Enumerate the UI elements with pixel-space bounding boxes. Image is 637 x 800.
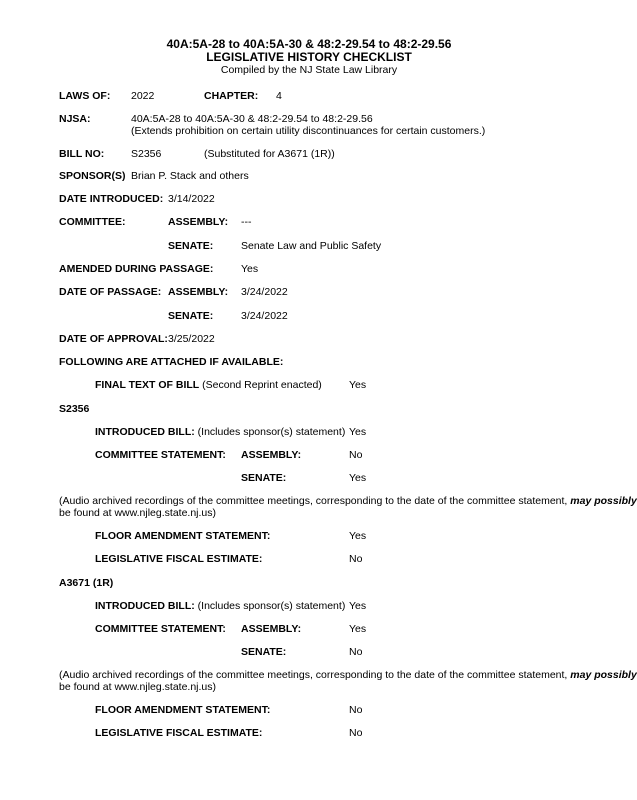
a3671-assembly-label: ASSEMBLY: [241,623,302,635]
s2356-heading: S2356 [59,403,90,415]
s2356-introduced-label: INTRODUCED BILL: [95,426,195,438]
s2356-senate-label: SENATE: [241,472,287,484]
bill-no-value: S2356 [131,148,162,160]
amended-label: AMENDED DURING PASSAGE: [59,263,214,275]
s2356-assembly-value: No [349,449,363,461]
a3671-senate-value: No [349,646,363,658]
date-of-passage-label: DATE OF PASSAGE: [59,286,162,298]
s2356-floor-value: Yes [349,530,367,542]
a3671-fiscal-value: No [349,727,363,739]
a3671-audio-note-line1: (Audio archived recordings of the committee meetings, corresponding to the date of the committee statement, may possibly [59,669,637,681]
s2356-fiscal-value: No [349,553,363,565]
laws-of-value: 2022 [131,90,155,102]
s2356-introduced-value: Yes [349,426,367,438]
final-text-label: FINAL TEXT OF BILL [95,379,200,391]
s2356-audio-note-line2: be found at www.njleg.state.nj.us) [59,507,217,519]
a3671-introduced-label: INTRODUCED BILL: [95,600,195,612]
s2356-committee-label: COMMITTEE STATEMENT: [95,449,226,461]
date-of-approval-value: 3/25/2022 [168,333,215,345]
committee-label: COMMITTEE: [59,216,126,228]
a3671-introduced-note: (Includes sponsor(s) statement) [197,600,346,612]
passage-senate-label: SENATE: [168,310,214,322]
committee-senate-value: Senate Law and Public Safety [241,240,382,252]
s2356-assembly-label: ASSEMBLY: [241,449,302,461]
njsa-value: 40A:5A-28 to 40A:5A-30 & 48:2-29.54 to 48:2-29.56 [131,113,373,125]
a3671-heading: A3671 (1R) [59,577,114,589]
s2356-fiscal-label: LEGISLATIVE FISCAL ESTIMATE: [95,553,263,565]
s2356-floor-label: FLOOR AMENDMENT STATEMENT: [95,530,271,542]
a3671-committee-label: COMMITTEE STATEMENT: [95,623,226,635]
final-text-value: Yes [349,379,367,391]
chapter-label: CHAPTER: [204,90,259,102]
a3671-floor-label: FLOOR AMENDMENT STATEMENT: [95,704,271,716]
attached-heading: FOLLOWING ARE ATTACHED IF AVAILABLE: [59,356,284,368]
date-introduced-label: DATE INTRODUCED: [59,193,164,205]
a3671-audio-note-line2: be found at www.njleg.state.nj.us) [59,681,217,693]
sponsors-value: Brian P. Stack and others [131,170,249,182]
amended-value: Yes [241,263,259,275]
s2356-senate-value: Yes [349,472,367,484]
chapter-value: 4 [276,90,282,102]
s2356-audio-note-line1: (Audio archived recordings of the committee meetings, corresponding to the date of the committee statement, may possibly [59,495,637,507]
final-text-row [95,379,322,392]
s2356-introduced-note: (Includes sponsor(s) statement) [197,426,346,438]
s2356-introduced-row [95,426,345,439]
njsa-label: NJSA: [59,113,91,125]
sponsors-label: SPONSOR(S) [59,170,126,182]
njsa-note: (Extends prohibition on certain utility discontinuances for certain customers.) [131,125,486,137]
bill-no-note: (Substituted for A3671 (1R)) [204,148,335,160]
committee-assembly-label: ASSEMBLY: [168,216,229,228]
laws-of-label: LAWS OF: [59,90,111,102]
a3671-audio-emphasis: may possibly [570,669,637,681]
a3671-introduced-row [95,600,345,613]
bill-no-label: BILL NO: [59,148,105,160]
committee-assembly-value: --- [241,216,252,228]
a3671-floor-value: No [349,704,363,716]
passage-assembly-value: 3/24/2022 [241,286,288,298]
document-title: 40A:5A-28 to 40A:5A-30 & 48:2-29.54 to 48:2-29.56 [166,37,452,51]
compiled-by: Compiled by the NJ State Law Library [220,64,398,76]
a3671-assembly-value: Yes [349,623,367,635]
committee-senate-label: SENATE: [168,240,214,252]
date-of-approval-label: DATE OF APPROVAL: [59,333,168,345]
a3671-introduced-value: Yes [349,600,367,612]
final-text-note: (Second Reprint enacted) [202,379,322,391]
a3671-senate-label: SENATE: [241,646,287,658]
passage-assembly-label: ASSEMBLY: [168,286,229,298]
a3671-fiscal-label: LEGISLATIVE FISCAL ESTIMATE: [95,727,263,739]
passage-senate-value: 3/24/2022 [241,310,288,322]
document-subtitle: LEGISLATIVE HISTORY CHECKLIST [206,50,412,64]
s2356-audio-emphasis: may possibly [570,495,637,507]
date-introduced-value: 3/14/2022 [168,193,215,205]
